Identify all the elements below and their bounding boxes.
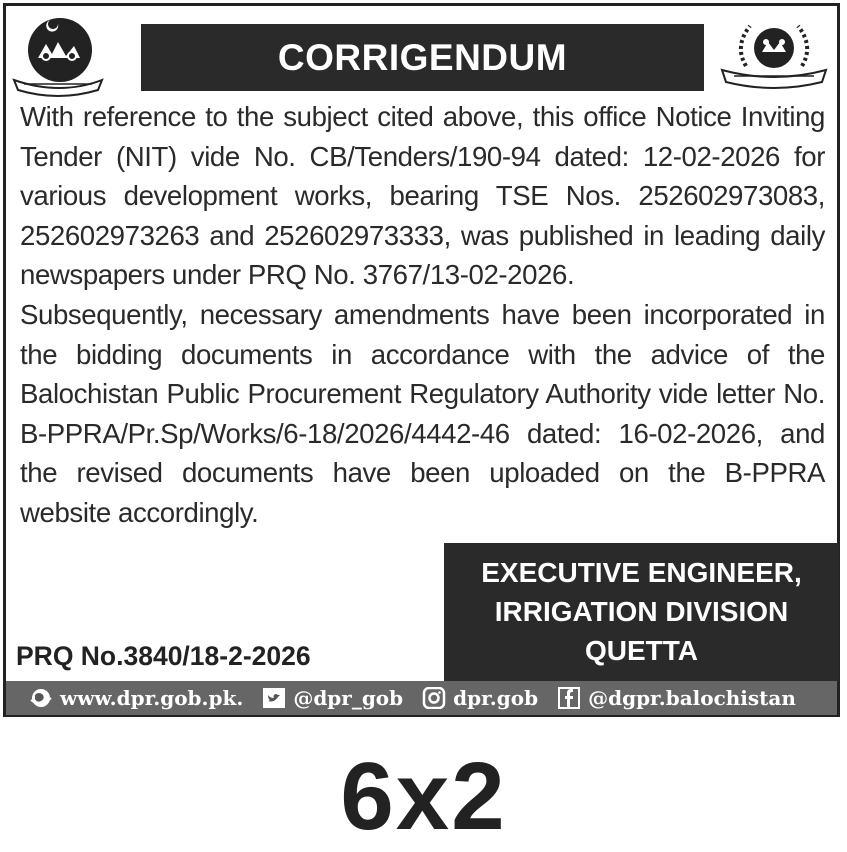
title-banner	[141, 24, 704, 91]
body-paragraph-1: With reference to the subject cited above, this office Notice Inviting Tender (NIT) vide No. CB/Tenders/190-94 dated: 12-02-2026 for various development works, bearing TSE Nos. 252602973083, 252602973263 and 252602973333, was published in leading daily newspapers under PRQ No. 3767/13-02-2026.	[20, 101, 825, 291]
signature-line-1: EXECUTIVE ENGINEER,	[481, 557, 802, 588]
ad-size-label: 6x2	[340, 743, 507, 850]
footer-instagram[interactable]	[421, 686, 538, 710]
facebook-icon	[556, 687, 582, 709]
footer-website-text: www.dpr.gob.pk.	[60, 686, 244, 710]
footer-bar	[6, 681, 837, 715]
footer-facebook-text: @dgpr.balochistan	[588, 686, 796, 710]
globe-icon	[28, 687, 54, 709]
notice-title: CORRIGENDUM	[277, 36, 568, 78]
balochistan-emblem-icon	[10, 14, 106, 98]
footer-twitter-text: @dpr_gob	[293, 686, 404, 710]
footer-website[interactable]	[28, 686, 243, 710]
prq-number: PRQ No.3840/18-2-2026	[16, 641, 311, 671]
footer-instagram-text: dpr.gob	[453, 686, 539, 710]
body-paragraph-2: Subsequently, necessary amendments have been incorporated in the bidding documents in accordance with the advice of the Balochistan Public Procurement Regulatory Authority vide letter No. B-PPRA/Pr.Sp/Works/6-18/2026/4442-46 dated: 16-02-2026, and the revised documents have been uploaded on the B-PPRA website accordingly.	[20, 298, 825, 528]
instagram-icon	[421, 687, 447, 709]
signature-line-2: IRRIGATION DIVISION	[494, 596, 789, 627]
footer-twitter[interactable]	[261, 686, 403, 710]
dgpr-emblem-icon	[716, 16, 832, 94]
footer-facebook[interactable]	[556, 686, 796, 710]
notice-body	[20, 97, 825, 533]
signature-block	[444, 543, 839, 681]
twitter-icon	[261, 687, 287, 709]
signature-line-3: QUETTA	[584, 635, 699, 666]
